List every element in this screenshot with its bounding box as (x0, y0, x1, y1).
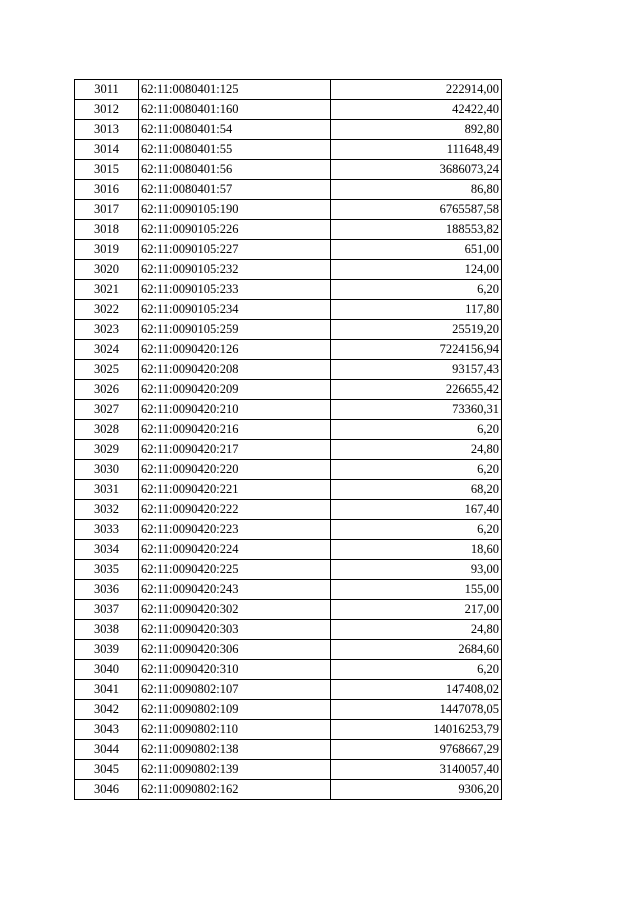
value-cell: 93,00 (331, 560, 502, 580)
table-row (75, 180, 502, 200)
cadastral-number-cell: 62:11:0090420:225 (139, 560, 331, 580)
table-row (75, 380, 502, 400)
cadastral-value-table (74, 79, 502, 800)
table-row (75, 300, 502, 320)
cadastral-number-cell: 62:11:0090420:208 (139, 360, 331, 380)
value-cell: 9768667,29 (331, 740, 502, 760)
row-number-cell: 3032 (75, 500, 139, 520)
cadastral-number-cell: 62:11:0090420:210 (139, 400, 331, 420)
row-number-cell: 3039 (75, 640, 139, 660)
table-row (75, 520, 502, 540)
value-cell: 651,00 (331, 240, 502, 260)
table-row (75, 460, 502, 480)
cadastral-number-cell: 62:11:0090105:227 (139, 240, 331, 260)
table-row (75, 760, 502, 780)
value-cell: 155,00 (331, 580, 502, 600)
row-number-cell: 3027 (75, 400, 139, 420)
row-number-cell: 3029 (75, 440, 139, 460)
cadastral-number-cell: 62:11:0090420:220 (139, 460, 331, 480)
value-cell: 117,80 (331, 300, 502, 320)
row-number-cell: 3041 (75, 680, 139, 700)
value-cell: 124,00 (331, 260, 502, 280)
cadastral-number-cell: 62:11:0090802:110 (139, 720, 331, 740)
row-number-cell: 3046 (75, 780, 139, 800)
cadastral-number-cell: 62:11:0090105:190 (139, 200, 331, 220)
cadastral-number-cell: 62:11:0090420:302 (139, 600, 331, 620)
table-row (75, 440, 502, 460)
row-number-cell: 3038 (75, 620, 139, 640)
table-row (75, 580, 502, 600)
cadastral-number-cell: 62:11:0080401:54 (139, 120, 331, 140)
value-cell: 6,20 (331, 460, 502, 480)
cadastral-number-cell: 62:11:0090420:216 (139, 420, 331, 440)
cadastral-number-cell: 62:11:0090420:224 (139, 540, 331, 560)
row-number-cell: 3037 (75, 600, 139, 620)
row-number-cell: 3042 (75, 700, 139, 720)
row-number-cell: 3043 (75, 720, 139, 740)
value-cell: 6,20 (331, 520, 502, 540)
table-row (75, 740, 502, 760)
value-cell: 24,80 (331, 620, 502, 640)
value-cell: 42422,40 (331, 100, 502, 120)
value-cell: 93157,43 (331, 360, 502, 380)
row-number-cell: 3022 (75, 300, 139, 320)
table-row (75, 660, 502, 680)
row-number-cell: 3036 (75, 580, 139, 600)
cadastral-number-cell: 62:11:0090105:234 (139, 300, 331, 320)
value-cell: 1447078,05 (331, 700, 502, 720)
table-row (75, 480, 502, 500)
row-number-cell: 3018 (75, 220, 139, 240)
table-row (75, 540, 502, 560)
row-number-cell: 3031 (75, 480, 139, 500)
cadastral-number-cell: 62:11:0090420:243 (139, 580, 331, 600)
value-cell: 7224156,94 (331, 340, 502, 360)
table-row (75, 260, 502, 280)
table-row (75, 720, 502, 740)
value-cell: 2684,60 (331, 640, 502, 660)
cadastral-number-cell: 62:11:0090802:109 (139, 700, 331, 720)
value-cell: 3140057,40 (331, 760, 502, 780)
value-cell: 68,20 (331, 480, 502, 500)
row-number-cell: 3016 (75, 180, 139, 200)
cadastral-number-cell: 62:11:0090420:217 (139, 440, 331, 460)
cadastral-number-cell: 62:11:0090802:162 (139, 780, 331, 800)
row-number-cell: 3020 (75, 260, 139, 280)
value-cell: 14016253,79 (331, 720, 502, 740)
row-number-cell: 3025 (75, 360, 139, 380)
cadastral-number-cell: 62:11:0090420:303 (139, 620, 331, 640)
value-cell: 9306,20 (331, 780, 502, 800)
cadastral-number-cell: 62:11:0090420:223 (139, 520, 331, 540)
cadastral-number-cell: 62:11:0090802:138 (139, 740, 331, 760)
row-number-cell: 3044 (75, 740, 139, 760)
value-cell: 6765587,58 (331, 200, 502, 220)
cadastral-number-cell: 62:11:0090420:126 (139, 340, 331, 360)
cadastral-number-cell: 62:11:0090420:209 (139, 380, 331, 400)
cadastral-number-cell: 62:11:0090105:259 (139, 320, 331, 340)
row-number-cell: 3017 (75, 200, 139, 220)
row-number-cell: 3040 (75, 660, 139, 680)
row-number-cell: 3011 (75, 80, 139, 100)
table-row (75, 780, 502, 800)
table-row (75, 560, 502, 580)
cadastral-number-cell: 62:11:0090802:139 (139, 760, 331, 780)
row-number-cell: 3014 (75, 140, 139, 160)
table-body (75, 80, 502, 800)
cadastral-number-cell: 62:11:0090105:232 (139, 260, 331, 280)
table-row (75, 160, 502, 180)
value-cell: 222914,00 (331, 80, 502, 100)
table-row (75, 80, 502, 100)
table-row (75, 140, 502, 160)
row-number-cell: 3023 (75, 320, 139, 340)
row-number-cell: 3019 (75, 240, 139, 260)
table-row (75, 680, 502, 700)
value-cell: 147408,02 (331, 680, 502, 700)
row-number-cell: 3026 (75, 380, 139, 400)
cadastral-number-cell: 62:11:0090420:310 (139, 660, 331, 680)
value-cell: 217,00 (331, 600, 502, 620)
row-number-cell: 3024 (75, 340, 139, 360)
row-number-cell: 3033 (75, 520, 139, 540)
table-row (75, 600, 502, 620)
row-number-cell: 3021 (75, 280, 139, 300)
row-number-cell: 3030 (75, 460, 139, 480)
table-row (75, 420, 502, 440)
table-row (75, 280, 502, 300)
table-row (75, 320, 502, 340)
table-row (75, 360, 502, 380)
value-cell: 3686073,24 (331, 160, 502, 180)
value-cell: 111648,49 (331, 140, 502, 160)
table-row (75, 400, 502, 420)
table-row (75, 220, 502, 240)
row-number-cell: 3012 (75, 100, 139, 120)
table-row (75, 100, 502, 120)
row-number-cell: 3028 (75, 420, 139, 440)
value-cell: 6,20 (331, 280, 502, 300)
table-row (75, 340, 502, 360)
value-cell: 167,40 (331, 500, 502, 520)
value-cell: 188553,82 (331, 220, 502, 240)
cadastral-number-cell: 62:11:0080401:55 (139, 140, 331, 160)
row-number-cell: 3035 (75, 560, 139, 580)
value-cell: 226655,42 (331, 380, 502, 400)
row-number-cell: 3045 (75, 760, 139, 780)
cadastral-number-cell: 62:11:0080401:125 (139, 80, 331, 100)
table-row (75, 200, 502, 220)
value-cell: 25519,20 (331, 320, 502, 340)
value-cell: 892,80 (331, 120, 502, 140)
table-row (75, 500, 502, 520)
row-number-cell: 3013 (75, 120, 139, 140)
value-cell: 6,20 (331, 660, 502, 680)
table-row (75, 700, 502, 720)
cadastral-number-cell: 62:11:0090105:233 (139, 280, 331, 300)
table-row (75, 640, 502, 660)
value-cell: 73360,31 (331, 400, 502, 420)
value-cell: 6,20 (331, 420, 502, 440)
cadastral-number-cell: 62:11:0090802:107 (139, 680, 331, 700)
cadastral-number-cell: 62:11:0090420:306 (139, 640, 331, 660)
table-row (75, 620, 502, 640)
row-number-cell: 3034 (75, 540, 139, 560)
cadastral-number-cell: 62:11:0080401:160 (139, 100, 331, 120)
value-cell: 24,80 (331, 440, 502, 460)
value-cell: 18,60 (331, 540, 502, 560)
cadastral-number-cell: 62:11:0090420:221 (139, 480, 331, 500)
table-row (75, 120, 502, 140)
row-number-cell: 3015 (75, 160, 139, 180)
table-row (75, 240, 502, 260)
cadastral-number-cell: 62:11:0090105:226 (139, 220, 331, 240)
cadastral-number-cell: 62:11:0080401:56 (139, 160, 331, 180)
cadastral-number-cell: 62:11:0080401:57 (139, 180, 331, 200)
value-cell: 86,80 (331, 180, 502, 200)
cadastral-number-cell: 62:11:0090420:222 (139, 500, 331, 520)
